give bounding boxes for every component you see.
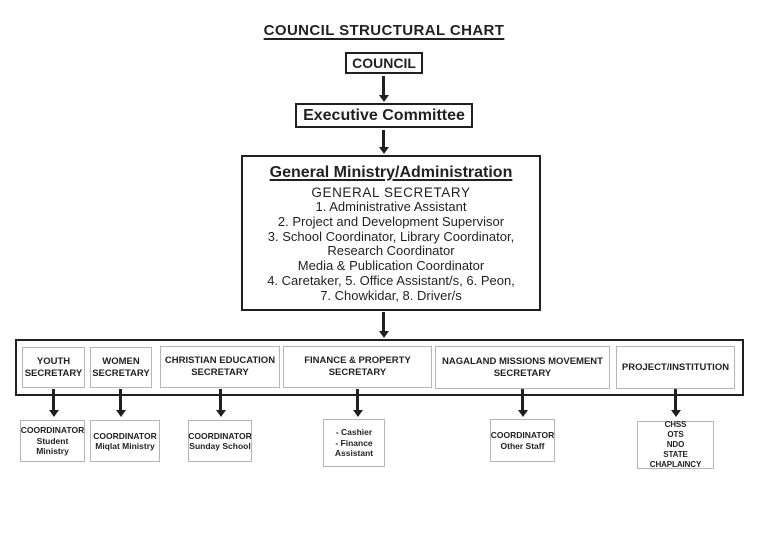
arrow-general-ministry-to-departments-icon	[382, 312, 385, 331]
node-executive-committee	[295, 103, 473, 128]
report-label: COORDINATOR	[490, 430, 555, 440]
dept-label: FINANCE & PROPERTY	[304, 355, 411, 366]
dept-label: YOUTH	[36, 355, 71, 367]
node-women-secretary	[90, 347, 152, 388]
dept-label: WOMEN	[102, 355, 140, 367]
report-label: COORDINATOR	[188, 430, 252, 441]
staff-line: Media & Publication Coordinator	[297, 258, 485, 274]
dept-label: NAGALAND MISSIONS MOVEMENT	[442, 355, 603, 367]
arrow-nagaland-to-coordinator-icon	[521, 389, 524, 410]
node-nagaland-missions-movement-secretary	[435, 346, 610, 389]
node-coordinator-other-staff	[490, 419, 555, 462]
report-label: Sunday School	[189, 441, 251, 451]
report-label: - Finance	[335, 437, 373, 448]
arrow-women-to-coordinator-icon	[119, 389, 122, 410]
report-label: Student Ministry	[36, 435, 69, 457]
dept-label: SECRETARY	[328, 367, 387, 378]
node-project-institutions-list	[637, 421, 714, 469]
arrow-youth-to-coordinator-icon	[52, 389, 55, 410]
staff-line: 4. Caretaker, 5. Office Assistant/s, 6. Peon,	[267, 272, 515, 288]
node-coordinator-miqlat-ministry	[90, 420, 160, 462]
staff-line: Research Coordinator	[327, 243, 455, 259]
report-label: - Cashier	[335, 427, 373, 438]
node-project-institution	[616, 346, 735, 389]
dept-label: PROJECT/INSTITUTION	[621, 361, 730, 373]
staff-line: 2. Project and Development Supervisor	[277, 213, 505, 229]
report-label: STATE CHAPLAINCY	[649, 450, 702, 469]
dept-label: SECRETARY	[191, 367, 249, 378]
general-secretary-label: GENERAL SECRETARY	[311, 185, 471, 200]
report-label: Miqlat Ministry	[95, 441, 155, 451]
general-ministry-heading: General Ministry/Administration	[269, 164, 513, 181]
node-executive-committee-label: Executive Committee	[303, 106, 465, 124]
arrow-executive-to-general-ministry-icon	[382, 130, 385, 147]
report-label: CHSS	[664, 420, 687, 429]
staff-line: 3. School Coordinator, Library Coordinator,	[267, 228, 515, 244]
report-label: COORDINATOR	[20, 425, 85, 436]
arrow-project-to-institutions-icon	[674, 389, 677, 410]
report-label: NDO	[666, 440, 685, 449]
dept-label: SECRETARY	[92, 367, 150, 379]
report-label: Other Staff	[500, 440, 545, 451]
node-youth-secretary	[22, 347, 85, 388]
node-finance-property-secretary	[283, 346, 432, 388]
dept-label: CHRISTIAN EDUCATION	[164, 355, 276, 366]
report-label: Assistant	[334, 448, 374, 459]
node-christian-education-secretary	[160, 346, 280, 388]
node-cashier-finance-assistant	[323, 419, 385, 467]
staff-line: 1. Administrative Assistant	[315, 199, 467, 214]
arrow-christian-education-to-coordinator-icon	[219, 389, 222, 410]
node-coordinator-student-ministry	[20, 420, 85, 462]
arrow-finance-to-staff-icon	[356, 389, 359, 410]
arrow-council-to-executive-icon	[382, 76, 385, 95]
node-council-label: COUNCIL	[352, 55, 416, 71]
dept-label: SECRETARY	[24, 367, 83, 379]
node-coordinator-sunday-school	[188, 420, 252, 462]
node-general-ministry-administration	[241, 155, 541, 311]
staff-line: 7. Chowkidar, 8. Driver/s	[320, 287, 462, 303]
chart-title: COUNCIL STRUCTURAL CHART	[263, 22, 505, 39]
node-council	[345, 52, 423, 74]
report-label: COORDINATOR	[93, 430, 157, 441]
dept-label: SECRETARY	[493, 367, 552, 379]
report-label: OTS	[667, 430, 684, 439]
